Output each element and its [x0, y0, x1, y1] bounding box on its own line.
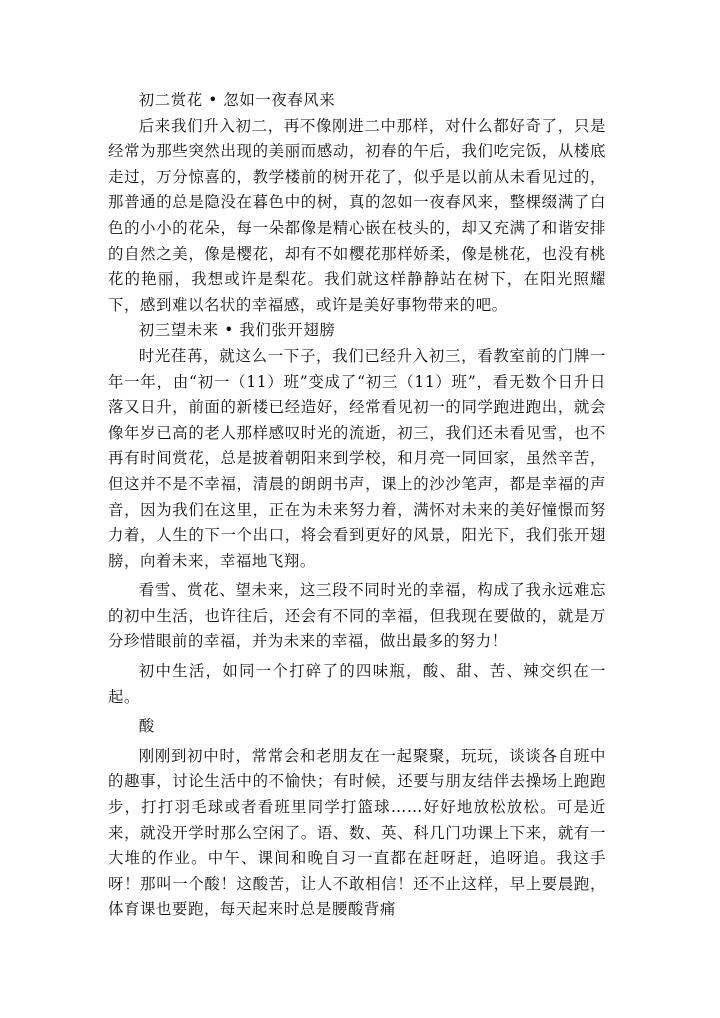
section-heading-1: 初二赏花 • 忽如一夜春风来 — [138, 91, 336, 109]
paragraph-5: 刚刚到初中时，常常会和老朋友在一起聚聚，玩玩，谈谈各自班中的趣事，讨论生活中的不愉快；有时候，还要与朋友结伴去操场上跑跑步，打打羽毛球或者看班里同学打篮球……好好地放松放松。可是近来，就没开学时那么空闲了。语、数、英、科几门功课上下来，就有一大堆的作业。中午、课间和晚自习一直都在赶呀赶，追呀追。我这手呀！那叫一个酸！这酸苦，让人不敢相信！还不止这样，早上要晨跑，体育课也要跑，每天起来时总是腰酸背痛 — [108, 746, 606, 919]
paragraph-3: 看雪、赏花、望未来，这三段不同时光的幸福，构成了我永远难忘的初中生活，也许往后，还会有不同的幸福，但我现在要做的，就是万分珍惜眼前的幸福，并为未来的幸福，做出最多的努力！ — [108, 581, 606, 651]
paragraph-1: 后来我们升入初二，再不像刚进二中那样，对什么都好奇了，只是经常为那些突然出现的美丽而感动，初春的午后，我们吃完饭，从楼底走过，万分惊喜的，教学楼前的树开花了，似乎是以前从未看见过的，那普通的总是隐没在暮色中的树，真的忽如一夜春风来，整棵缀满了白色的小小的花朵，每一朵都像是精心嵌在枝头的，却又充满了和谐安排的自然之美，像是樱花，却有不如樱花那样娇柔，像是桃花，也没有桃花的艳丽，我想或许是梨花。我们就这样静静站在树下，在阳光照耀下，感到难以名状的幸福感，或许是美好事物带来的吧。 — [108, 116, 606, 314]
paragraph-2: 时光荏苒，就这么一下子，我们已经升入初三，看教室前的门牌一年一年，由“初一（11）班”变成了“初三（11）班”，看无数个日升日落又日升，前面的新楼已经造好，经常看见初一的同学跑进跑出，就会像年岁已高的老人那样感叹时光的流逝，初三，我们还未看见雪，也不再有时间赏花，总是披着朝阳来到学校，和月亮一同回家，虽然辛苦，但这并不是不幸福，清晨的朗朗书声，课上的沙沙笔声，都是幸福的声音，因为我们在这里，正在为未来努力着，满怀对未来的美好憧憬而努力着，人生的下一个出口，将会看到更好的风景，阳光下，我们张开翅膀，向着未来，幸福地飞翔。 — [108, 346, 606, 570]
section-heading-2: 初三望未来 • 我们张开翅膀 — [138, 321, 336, 340]
document-page — [108, 88, 606, 923]
paragraph-4: 初中生活，如同一个打碎了的四味瓶，酸、甜、苦、辣交织在一起。 — [108, 662, 606, 706]
section-heading-3: 酸 — [138, 717, 155, 736]
